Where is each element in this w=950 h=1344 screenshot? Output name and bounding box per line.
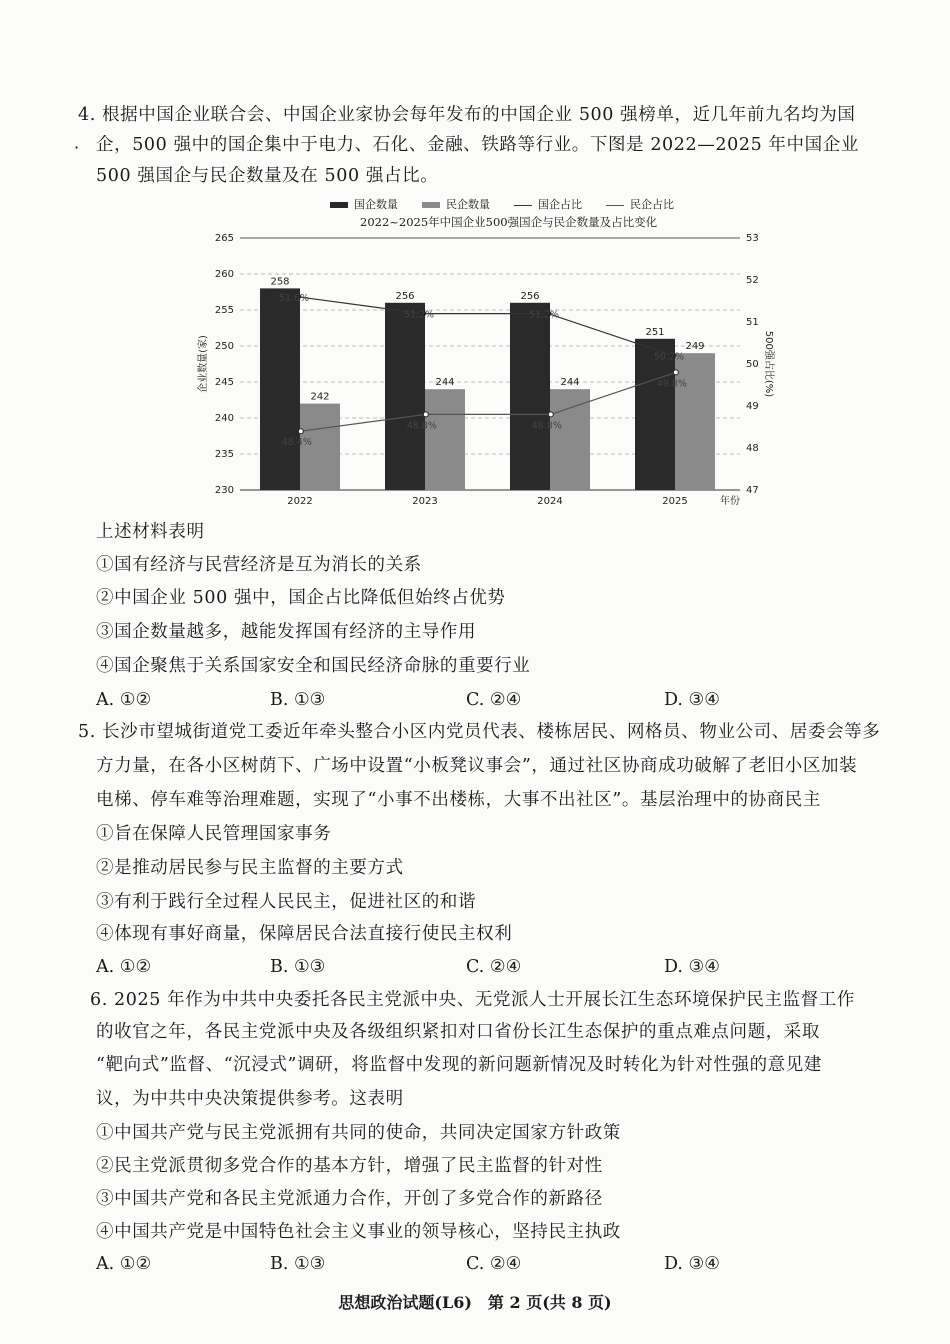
bar-state-2023 xyxy=(385,303,425,490)
line-point xyxy=(423,412,428,417)
q6-item-1: ①中国共产党与民主党派拥有共同的使命，共同决定国家方针政策 xyxy=(96,1123,621,1143)
q4-item-2: ②中国企业 500 强中，国企占比降低但始终占优势 xyxy=(96,588,506,608)
bar-value-label: 251 xyxy=(645,326,665,338)
y2-tick-label: 49 xyxy=(746,401,759,412)
y-tick-label: 245 xyxy=(214,377,234,388)
q6-line-4: 议，为中共中央决策提供参考。这表明 xyxy=(96,1089,404,1109)
bar-private-2025 xyxy=(675,353,715,490)
margin-mark: · xyxy=(74,138,80,157)
line-value-label: 48.4% xyxy=(281,437,312,449)
x-tick-label: 2025 xyxy=(662,496,688,507)
bar-value-label: 249 xyxy=(685,341,705,353)
q4-option-b[interactable]: B. ①③ xyxy=(270,690,326,710)
bar-line-chart xyxy=(190,190,790,515)
line-series-state xyxy=(298,297,673,356)
line-point xyxy=(298,429,303,434)
q6-line-1: 6. 2025 年作为中共中央委托各民主党派中央、无党派人士开展长江生态环境保护民主监督工作 xyxy=(90,990,855,1010)
y2-tick-label: 51 xyxy=(746,317,759,328)
bar-value-label: 258 xyxy=(270,276,290,288)
q4-line-3: 500 强国企与民企数量及在 500 强占比。 xyxy=(96,166,439,186)
q5-line-1: 5. 长沙市望城街道党工委近年牵头整合小区内党员代表、楼栋居民、网格员、物业公司、居委会等多 xyxy=(78,722,881,742)
q6-option-a[interactable]: A. ①② xyxy=(96,1254,152,1274)
y2-tick-label: 47 xyxy=(746,485,759,496)
q6-item-2: ②民主党派贯彻多党合作的基本方针，增强了民主监督的针对性 xyxy=(96,1156,603,1176)
q5-item-4: ④体现有事好商量，保障居民合法直接行使民主权利 xyxy=(96,924,513,944)
y-tick-label: 235 xyxy=(214,449,234,460)
line-series-private xyxy=(301,372,676,431)
y2-tick-label: 50 xyxy=(746,359,759,370)
q5-item-3: ③有利于践行全过程人民民主，促进社区的和谐 xyxy=(96,892,477,912)
y2-tick-label: 48 xyxy=(746,443,759,454)
x-tick-label: 2022 xyxy=(287,496,313,507)
y2-axis-title: 500强占比(%) xyxy=(763,330,774,398)
line-value-label: 48.8% xyxy=(531,420,562,432)
q5-line-3: 电梯、停车难等治理难题，实现了“小事不出楼栋，大事不出社区”。基层治理中的协商民主 xyxy=(96,790,821,810)
q4-line-1: 4. 根据中国企业联合会、中国企业家协会每年发布的中国企业 500 强榜单，近几年前九名均为国 xyxy=(78,105,856,125)
legend-label: 国企数量 xyxy=(354,198,398,211)
y2-tick-label: 52 xyxy=(746,275,759,286)
y-tick-label: 260 xyxy=(214,269,234,280)
line-point xyxy=(673,370,678,375)
chart-title: 2022~2025年中国企业500强国企与民企数量及占比变化 xyxy=(360,215,658,229)
q4-option-d[interactable]: D. ③④ xyxy=(664,690,720,710)
legend-label: 民企占比 xyxy=(630,198,674,211)
legend-label: 民企数量 xyxy=(446,198,490,211)
y-tick-label: 255 xyxy=(214,305,234,316)
bar-state-2024 xyxy=(510,303,550,490)
q5-option-a[interactable]: A. ①② xyxy=(96,957,152,977)
q6-item-3: ③中国共产党和各民主党派通力合作，开创了多党合作的新路径 xyxy=(96,1189,603,1209)
y2-tick-label: 53 xyxy=(746,233,759,244)
bar-private-2023 xyxy=(425,389,465,490)
q6-option-d[interactable]: D. ③④ xyxy=(664,1254,720,1274)
y-tick-label: 265 xyxy=(214,233,234,244)
q4-stem: 上述材料表明 xyxy=(96,522,205,542)
y-tick-label: 230 xyxy=(214,485,234,496)
q4-item-4: ④国企聚焦于关系国家安全和国民经济命脉的重要行业 xyxy=(96,656,531,676)
bar-value-label: 242 xyxy=(310,391,330,403)
q6-option-c[interactable]: C. ②④ xyxy=(466,1254,522,1274)
page-footer: 思想政治试题(L6) 第 2 页(共 8 页) xyxy=(338,1293,612,1312)
q4-item-3: ③国企数量越多，越能发挥国有经济的主导作用 xyxy=(96,622,477,642)
bar-value-label: 244 xyxy=(560,377,580,389)
q5-option-c[interactable]: C. ②④ xyxy=(466,957,522,977)
x-tick-label: 2024 xyxy=(537,496,563,507)
q4-option-a[interactable]: A. ①② xyxy=(96,690,152,710)
y-tick-label: 250 xyxy=(214,341,234,352)
q5-option-d[interactable]: D. ③④ xyxy=(664,957,720,977)
q5-item-1: ①旨在保障人民管理国家事务 xyxy=(96,824,332,844)
line-value-label: 51.6% xyxy=(278,292,310,304)
q6-option-b[interactable]: B. ①③ xyxy=(270,1254,326,1274)
bar-value-label: 256 xyxy=(520,290,540,302)
q5-line-2: 方力量，在各小区树荫下、广场中设置“小板凳议事会”，通过社区协商成功破解了老旧小区加装 xyxy=(96,756,858,776)
y-axis-title: 企业数量(家) xyxy=(198,335,209,393)
legend-label: 国企占比 xyxy=(538,198,582,211)
bar-private-2024 xyxy=(550,389,590,490)
q6-line-3: “靶向式”监督、“沉浸式”调研，将监督中发现的新问题新情况及时转化为针对性强的意见建 xyxy=(96,1055,822,1075)
bar-state-2022 xyxy=(260,288,300,490)
line-point xyxy=(548,412,553,417)
q4-item-1: ①国有经济与民营经济是互为消长的关系 xyxy=(96,555,422,575)
line-value-label: 51.2% xyxy=(528,309,560,321)
line-value-label: 49.8% xyxy=(656,378,687,390)
line-value-label: 50.2% xyxy=(653,351,685,363)
y-tick-label: 240 xyxy=(214,413,234,424)
q6-item-4: ④中国共产党是中国特色社会主义事业的领导核心，坚持民主执政 xyxy=(96,1222,621,1242)
q6-line-2: 的收官之年，各民主党派中央及各级组织紧扣对口省份长江生态保护的重点难点问题，采取 xyxy=(96,1022,820,1042)
line-value-label: 51.2% xyxy=(403,309,435,321)
bar-value-label: 244 xyxy=(435,377,455,389)
line-value-label: 48.8% xyxy=(406,420,437,432)
x-tick-label: 2023 xyxy=(412,496,438,507)
q5-option-b[interactable]: B. ①③ xyxy=(270,957,326,977)
x-axis-title: 年份 xyxy=(720,496,740,507)
q5-item-2: ②是推动居民参与民主监督的主要方式 xyxy=(96,858,404,878)
q4-line-2: 企，500 强中的国企集中于电力、石化、金融、铁路等行业。下图是 2022—2025 年中国企业 xyxy=(96,135,859,155)
q4-option-c[interactable]: C. ②④ xyxy=(466,690,522,710)
bar-value-label: 256 xyxy=(395,290,415,302)
